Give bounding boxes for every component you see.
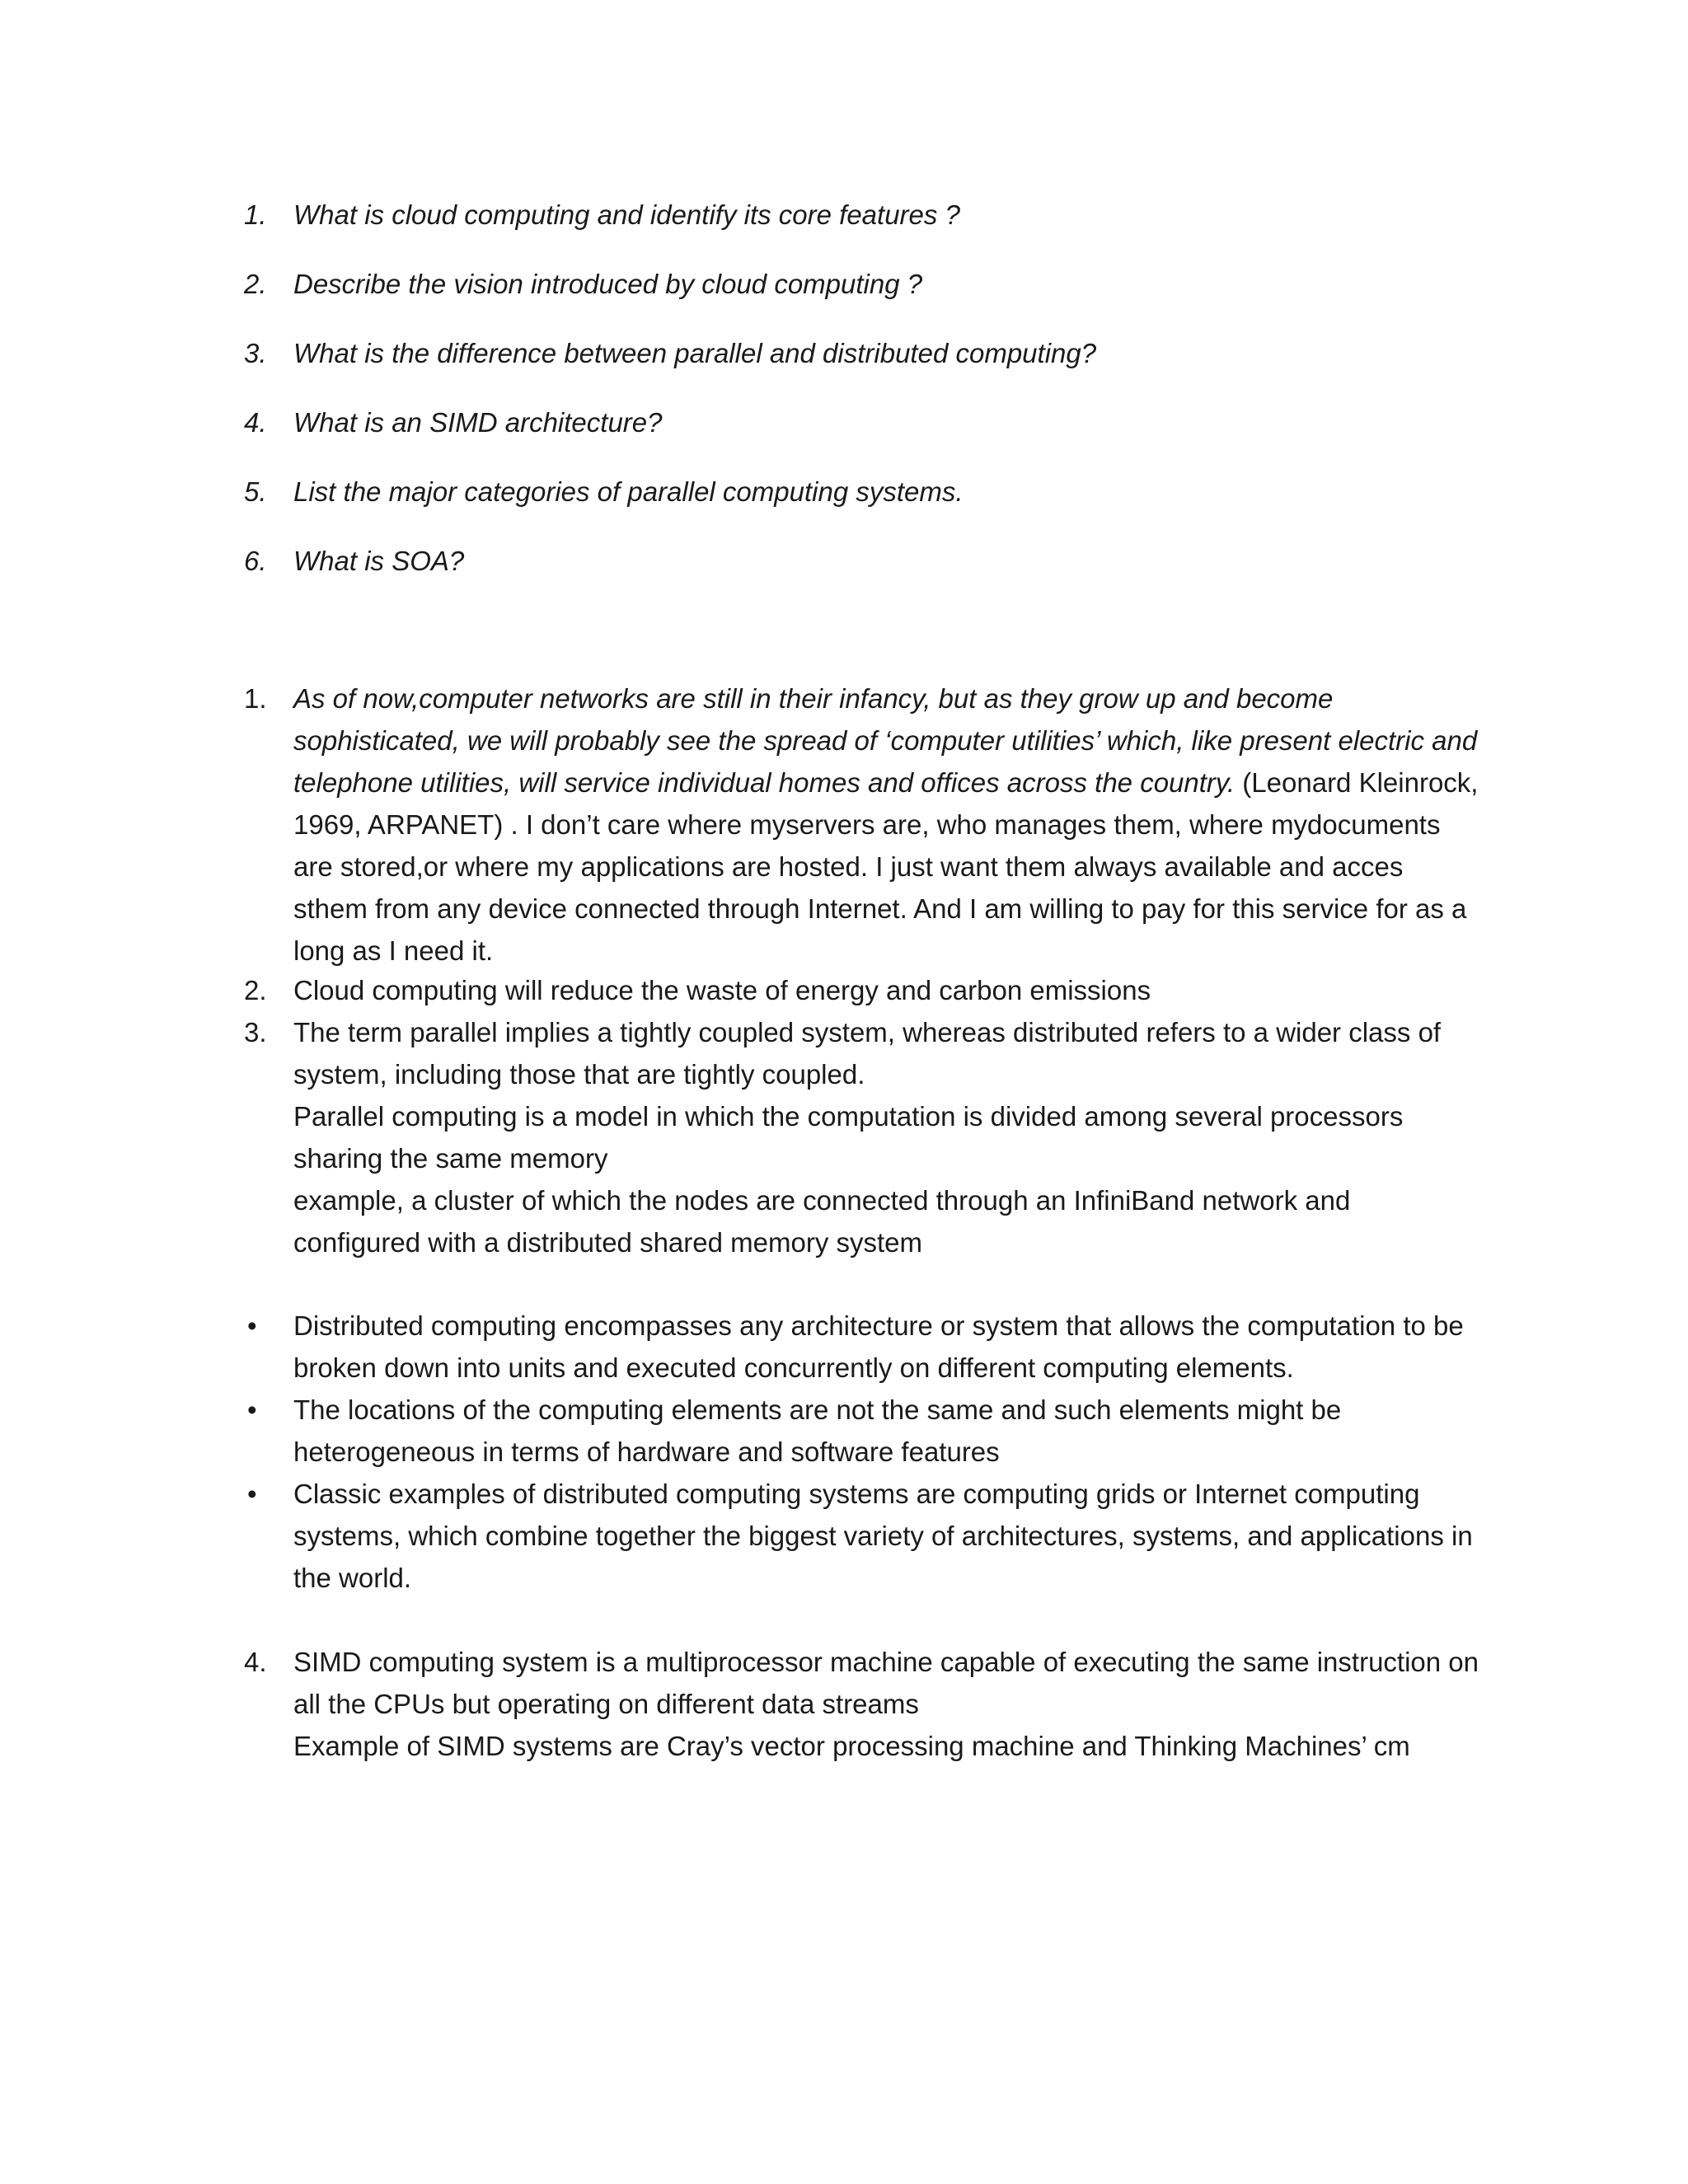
answer-1 xyxy=(244,677,1480,972)
question-5 xyxy=(244,471,1480,513)
bullet-symbol: • xyxy=(247,1310,257,1341)
answer-text xyxy=(293,677,1480,972)
question-6 xyxy=(244,540,1480,582)
bullet-item xyxy=(244,1473,1480,1599)
question-number: 6. xyxy=(244,546,267,576)
answer-paragraph: example, a cluster of which the nodes are connected through an InfiniBand network and configured with a distributed shared memory system xyxy=(293,1185,1351,1258)
kleinrock-quote: As of now,computer networks are still in their infancy, but as they grow up and become sophisticated, we will probably see the spread of ‘computer utilities’ which, like present electric and telephone utilities, will service individual homes and offices across the country. xyxy=(293,683,1478,798)
answer-paragraph: The term parallel implies a tightly coupled system, whereas distributed refers to a wider class of system, including those that are tightly coupled. xyxy=(293,1017,1442,1090)
bullet-item xyxy=(244,1305,1480,1389)
bullet-text: The locations of the computing elements are not the same and such elements might be heterogeneous in terms of hardware and software features xyxy=(293,1394,1342,1467)
question-number: 1. xyxy=(244,199,267,230)
question-text: What is the difference between parallel and distributed computing? xyxy=(293,338,1097,368)
question-text: List the major categories of parallel computing systems. xyxy=(293,476,964,507)
question-text: What is an SIMD architecture? xyxy=(293,407,663,438)
question-number: 3. xyxy=(244,338,267,368)
answer-paragraph: SIMD computing system is a multiprocessor machine capable of executing the same instruction on all the CPUs but operating on different data streams xyxy=(293,1647,1479,1719)
bullet-text: Classic examples of distributed computing systems are computing grids or Internet computing systems, which combine together the biggest variety of architectures, systems, and applications in the world. xyxy=(293,1479,1473,1593)
question-1 xyxy=(244,194,1480,236)
answer-number: 4. xyxy=(244,1647,267,1677)
question-number: 2. xyxy=(244,269,267,299)
answer-text: Cloud computing will reduce the waste of energy and carbon emissions xyxy=(293,975,1151,1005)
bullet-text: Distributed computing encompasses any architecture or system that allows the computation to be broken down into units and executed concurrently on different computing elements. xyxy=(293,1310,1464,1383)
question-text: What is SOA? xyxy=(293,546,465,576)
question-text: What is cloud computing and identify its core features ? xyxy=(293,199,960,230)
question-3 xyxy=(244,332,1480,374)
bullet-item xyxy=(244,1389,1480,1473)
answer-continuation: (Leonard Kleinrock, 1969, ARPANET) . I don’t care where myservers are, who manages them, where mydocuments are stored,or where my applications are hosted. I just want them always available and acces sthem from any device connected through Internet. And I am willing to pay for this service for as a long as I need it. xyxy=(293,767,1479,966)
answer-paragraph: Example of SIMD systems are Cray’s vector processing machine and Thinking Machines’ cm xyxy=(293,1731,1410,1761)
question-4 xyxy=(244,401,1480,443)
answer-4 xyxy=(244,1641,1480,1767)
answer-number: 3. xyxy=(244,1017,267,1047)
answer-number: 1. xyxy=(244,683,267,714)
question-number: 4. xyxy=(244,407,267,438)
answer-text xyxy=(293,1011,1480,1263)
question-number: 5. xyxy=(244,476,267,507)
answer-text xyxy=(293,1641,1480,1767)
answer-2 xyxy=(244,969,1480,1011)
answer-number: 2. xyxy=(244,975,267,1005)
answer-3 xyxy=(244,1011,1480,1263)
bullet-symbol: • xyxy=(247,1479,257,1509)
answer-paragraph: Parallel computing is a model in which the computation is divided among several processors sharing the same memory xyxy=(293,1101,1404,1174)
bullet-symbol: • xyxy=(247,1394,257,1425)
question-text: Describe the vision introduced by cloud computing ? xyxy=(293,269,923,299)
question-2 xyxy=(244,263,1480,305)
